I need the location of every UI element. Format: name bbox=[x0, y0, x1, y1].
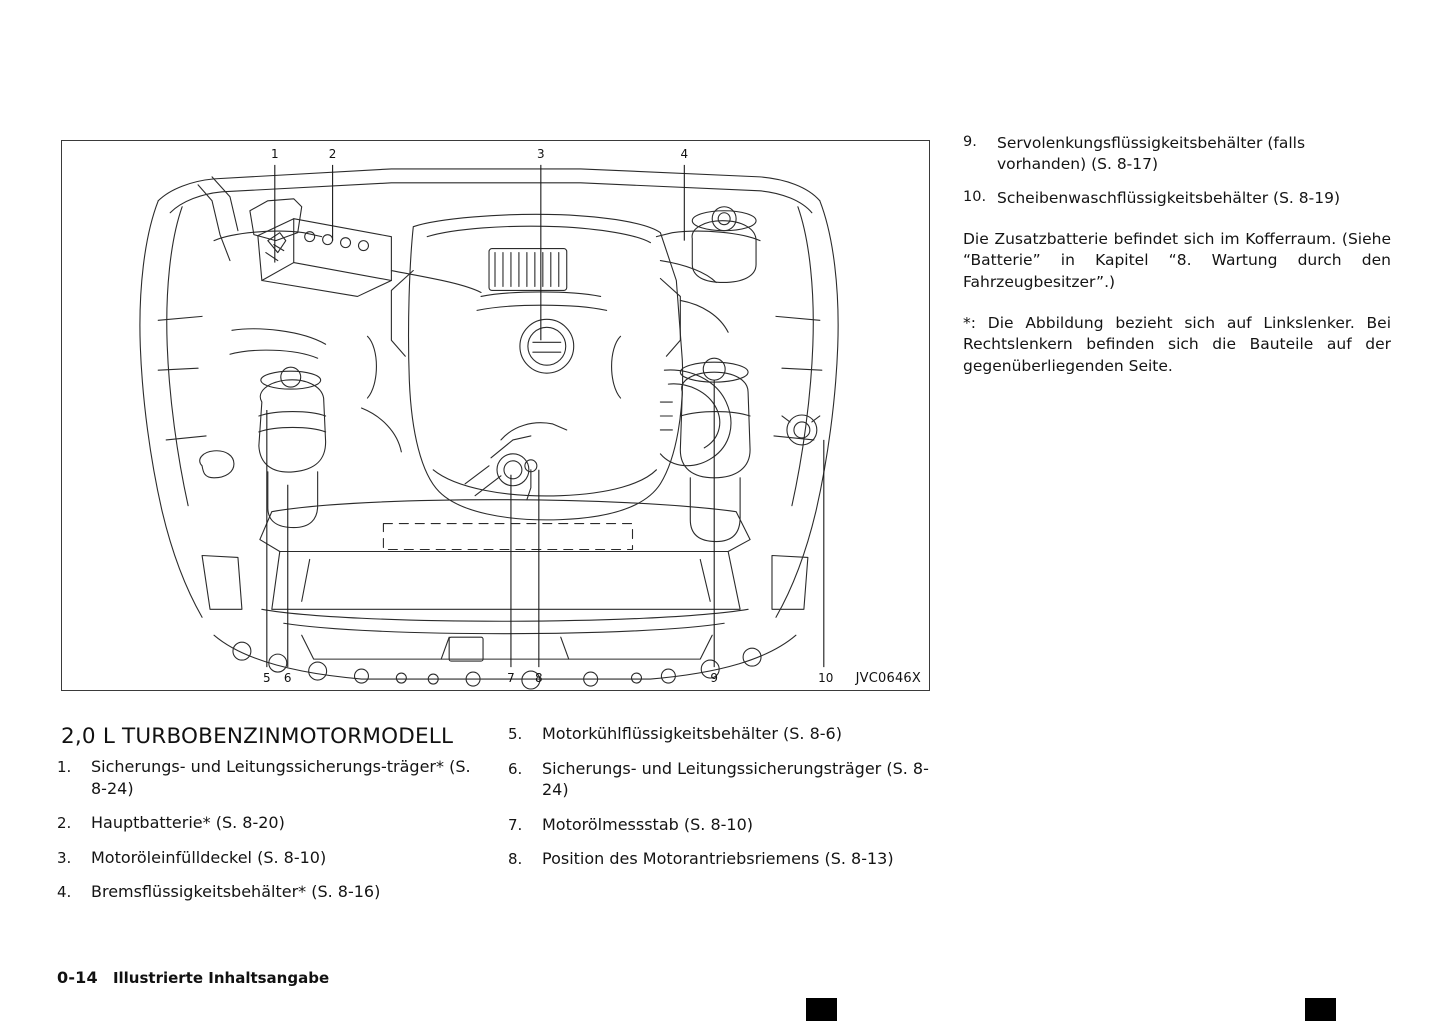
engine-compartment-figure bbox=[61, 140, 930, 691]
item-number: 2. bbox=[57, 814, 72, 833]
item-number: 3. bbox=[57, 848, 72, 867]
item-number: 1. bbox=[57, 758, 72, 776]
callout-9: 9 bbox=[710, 671, 719, 686]
callout-2: 2 bbox=[328, 146, 337, 161]
callout-3: 3 bbox=[537, 146, 545, 161]
callout-1: 1 bbox=[270, 146, 279, 161]
parts-list-left bbox=[57, 756, 487, 916]
list-item bbox=[57, 881, 487, 903]
callout-6: 6 bbox=[283, 671, 292, 686]
item-text: Hauptbatterie* (S. 8-20) bbox=[91, 813, 285, 833]
callout-4: 4 bbox=[680, 146, 689, 161]
page-footer bbox=[57, 968, 329, 987]
item-text: Motoröleinfülldeckel (S. 8-10) bbox=[91, 847, 327, 867]
list-item bbox=[508, 848, 948, 870]
item-text: Servolenkungsflüssigkeitsbehälter (falls vorhanden) (S. 8-17) bbox=[997, 134, 1306, 173]
footer-title: Illustrierte Inhaltsangabe bbox=[112, 969, 330, 987]
list-item bbox=[508, 723, 948, 745]
print-mark-right bbox=[1305, 998, 1336, 1021]
callout-10: 10 bbox=[818, 671, 834, 686]
item-text: Motorkühlflüssigkeitsbehälter (S. 8-6) bbox=[542, 724, 842, 743]
item-text: Bremsflüssigkeitsbehälter* (S. 8-16) bbox=[91, 882, 381, 902]
figure-code: JVC0646X bbox=[855, 671, 921, 686]
engine-diagram-svg bbox=[62, 141, 929, 690]
callout-8: 8 bbox=[535, 671, 543, 686]
item-number: 4. bbox=[57, 883, 72, 902]
list-item bbox=[57, 847, 487, 869]
callout-5: 5 bbox=[263, 671, 271, 686]
note-auxiliary-battery: Die Zusatzbatterie befindet sich im Kofferraum. (Siehe “Batterie” in Kapitel “8. Wartung durch den Fahrzeugbesitzer”.) bbox=[963, 229, 1391, 291]
item-number: 10. bbox=[963, 189, 987, 206]
item-text: Motorölmessstab (S. 8-10) bbox=[542, 814, 753, 834]
item-number: 7. bbox=[508, 815, 523, 834]
list-item bbox=[508, 814, 948, 836]
item-number: 5. bbox=[508, 725, 523, 743]
note-left-hand-drive: *: Die Abbildung bezieht sich auf Linkslenker. Bei Rechtslenkern befinden sich die Bauteile auf der gegenüberliegenden Seite. bbox=[963, 313, 1391, 375]
list-item bbox=[963, 188, 1391, 209]
item-text: Scheibenwaschflüssigkeitsbehälter (S. 8-19) bbox=[997, 189, 1341, 208]
parts-list-right bbox=[508, 723, 948, 883]
list-item bbox=[57, 812, 487, 834]
right-column bbox=[963, 133, 1391, 377]
print-mark-left bbox=[806, 998, 837, 1021]
list-item bbox=[963, 133, 1391, 174]
item-number: 8. bbox=[508, 850, 523, 869]
item-text: Position des Motorantriebsriemens (S. 8-13) bbox=[542, 849, 894, 869]
item-text: Sicherungs- und Leitungssicherungsträger (S. 8-24) bbox=[542, 758, 929, 800]
list-item bbox=[57, 756, 487, 799]
item-text: Sicherungs- und Leitungssicherungs-träger* (S. 8-24) bbox=[91, 757, 471, 798]
item-number: 9. bbox=[963, 134, 977, 150]
callout-7: 7 bbox=[507, 671, 515, 686]
list-item bbox=[508, 758, 948, 801]
section-title: 2,0 L TURBOBENZINMOTORMODELL bbox=[61, 724, 454, 749]
item-number: 6. bbox=[508, 759, 523, 778]
page-number: 0-14 bbox=[57, 968, 98, 987]
